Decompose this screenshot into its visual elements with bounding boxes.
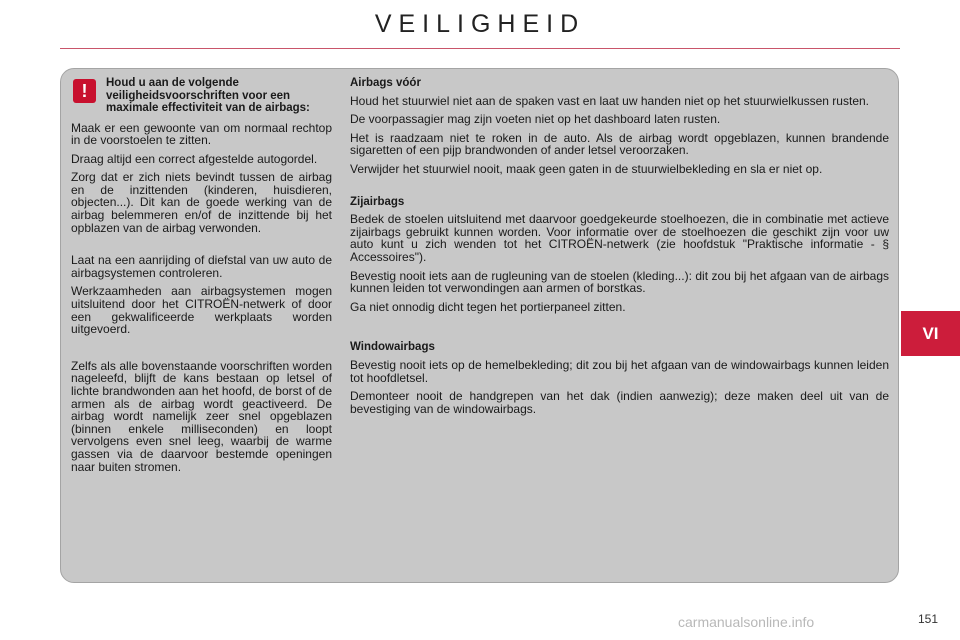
warning-heading: Houd u aan de volgende veiligheidsvoorschriften voor een maximale effectiviteit van de airbags: (106, 77, 310, 114)
section-paragraph: Ga niet onnodig dicht tegen het portierpaneel zitten. (350, 299, 626, 314)
window-airbags-section (350, 341, 889, 415)
warning-paragraph: Zorg dat er zich niets bevindt tussen de airbag en de inzittenden (kinderen, huisdieren, objecten...). Dit kan de goede werking van de airbag belemmeren en/of de inzittende bij het opblazen van de airbag verwonden. (71, 170, 332, 235)
page-number: 151 (917, 612, 938, 626)
section-paragraph: Bevestig nooit iets aan de rugleuning van de stoelen (kleding...): dit zou bij het afgaan van de airbags kunnen leiden tot verwondingen aan armen of borstkas. (350, 268, 889, 296)
warning-column (71, 77, 332, 479)
watermark: carmanualsonline.info (678, 614, 815, 630)
section-paragraph: Bedek de stoelen uitsluitend met daarvoor goedgekeurde stoelhoezen, die in combinatie met actieve zijairbags gebruikt kunnen worden. Voor informatie over de stoelhoezen die geschikt zijn voor uw auto kunt u zich wenden tot het CITROËN-netwerk (zie hoofdstuk "Praktische informatie - § Accessoires"). (350, 212, 889, 264)
warning-paragraph: Laat na een aanrijding of diefstal van uw auto de airbagsystemen controleren. (71, 253, 332, 280)
section-paragraph: Houd het stuurwiel niet aan de spaken vast en laat uw handen niet op het stuurwielkussen rusten. (350, 93, 869, 108)
warning-paragraph: Werkzaamheden aan airbagsystemen mogen uitsluitend door het CITROËN-netwerk of door een gekwalificeerde werkplaats worden uitgevoerd. (71, 284, 332, 337)
front-airbags-section (350, 77, 889, 176)
section-paragraph: Demonteer nooit de handgrepen van het dak (indien aanwezig); deze maken deel uit van de bevestiging van de windowairbags. (350, 389, 889, 416)
airbag-instructions-column (350, 77, 889, 421)
title-divider (60, 48, 900, 49)
section-heading: Airbags vóór (350, 77, 421, 89)
warning-paragraph: Draag altijd een correct afgestelde autogordel. (71, 151, 318, 166)
section-paragraph: Het is raadzaam niet te roken in de auto. Als de airbag wordt opgeblazen, kunnen brandende sigaretten of een pijp brandwonden of ander letsel veroorzaken. (350, 130, 889, 158)
chapter-tab: VI (901, 311, 960, 356)
exclamation-icon: ! (73, 79, 96, 103)
page-title: VEILIGHEID (374, 10, 586, 38)
section-heading: Windowairbags (350, 341, 435, 354)
section-paragraph: Verwijder het stuurwiel nooit, maak geen gaten in de stuurwielbekleding en sla er niet op. (350, 161, 823, 176)
warning-paragraph: Maak er een gewoonte van om normaal rechtop in de voorstoelen te zitten. (71, 120, 332, 148)
section-heading: Zijairbags (350, 195, 405, 208)
warning-paragraph: Zelfs als alle bovenstaande voorschriften worden nageleefd, blijft de kans bestaan op letsel of lichte brandwonden aan het hoofd, de borst of de armen als de airbag wordt geactiveerd. De airbag wordt namelijk zeer snel opgeblazen (binnen enkele milliseconden) en loopt vervolgens even snel leeg, waarbij de warme gassen via de daarvoor bestemde openingen naar buiten stromen. (71, 358, 332, 474)
side-airbags-section (350, 196, 889, 314)
section-paragraph: Bevestig nooit iets op de hemelbekleding; dit zou bij het afgaan van de windowairbags kunnen leiden tot hoofdletsel. (350, 357, 889, 385)
section-paragraph: De voorpassagier mag zijn voeten niet op het dashboard laten rusten. (350, 112, 721, 127)
